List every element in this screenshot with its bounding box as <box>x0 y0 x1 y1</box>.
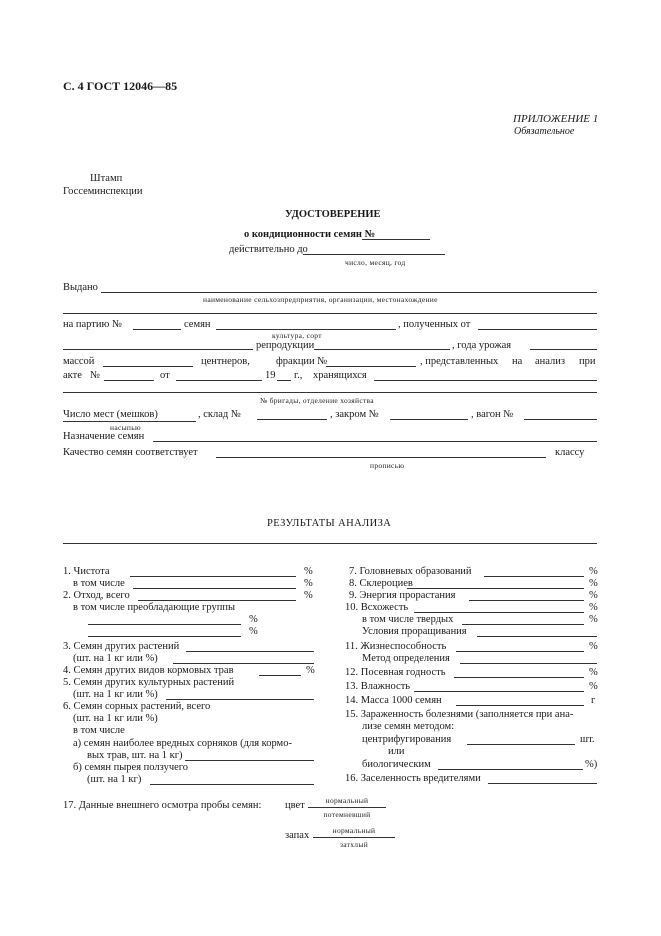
fraction-label: фракции № <box>276 356 328 367</box>
mass1000-label: 14. Масса 1000 семян <box>345 695 442 706</box>
per-kg-1: (шт. на 1 кг или %) <box>73 653 158 664</box>
valid-until-line <box>303 254 445 255</box>
incl1-line <box>133 588 296 589</box>
or-word: или <box>388 746 405 757</box>
bin-label: , закром № <box>330 409 379 420</box>
moisture-line <box>414 691 584 692</box>
centners-label: центнеров, <box>201 356 250 367</box>
purity-label: 1. Чистота <box>63 566 110 577</box>
head-unit: % <box>589 566 598 577</box>
other-plants-line <box>186 651 314 652</box>
infection-b: лизе семян методом: <box>362 721 455 732</box>
head-line <box>484 576 584 577</box>
method-line <box>460 663 597 664</box>
harmful-b: вых трав, шт. на 1 кг) <box>87 750 183 761</box>
reproduction-label: репродукции <box>256 340 315 351</box>
quality-caption: прописью <box>370 461 405 470</box>
waste-group-line-1 <box>88 624 241 625</box>
waste-line <box>138 600 296 601</box>
received-from-label: , полученных от <box>398 319 471 330</box>
appendix-title: ПРИЛОЖЕНИЕ 1 <box>513 113 599 125</box>
cultural-label: 5. Семян других культурных растений <box>63 677 235 688</box>
purity-line <box>130 576 296 577</box>
mass-line <box>103 366 193 367</box>
waste-label: 2. Отход, всего <box>63 590 130 601</box>
infection-a: 15. Зараженность болезнями (заполняется при ана- <box>345 709 574 720</box>
method-label: Метод определения <box>362 653 450 664</box>
smell-fraction-line <box>313 837 395 838</box>
reproduction-line <box>63 349 253 350</box>
issued-caption: наименование сельхозпредприятия, организации, местонахождение <box>203 295 438 304</box>
warehouse-line <box>257 419 327 420</box>
blank-line-1 <box>63 313 597 314</box>
results-line <box>63 543 597 544</box>
doc-subtitle: о кондиционности семян № <box>244 229 376 240</box>
class-word: классу <box>555 447 585 458</box>
germination-line <box>414 612 584 613</box>
act-from: от <box>160 370 170 381</box>
stored-label: хранящихся <box>313 370 367 381</box>
valid-caption: число, месяц, год <box>345 258 406 267</box>
sclerotia-label: 8. Склероциев <box>349 578 413 589</box>
biological-label: биологическим <box>362 759 431 770</box>
color-normal: нормальный <box>325 796 369 805</box>
per-kg-3: (шт. на 1 кг или %) <box>73 713 158 724</box>
at-word: при <box>579 356 596 367</box>
stored-line <box>374 380 597 381</box>
head-label: 7. Головневых образований <box>349 566 472 577</box>
issued-line <box>101 292 597 293</box>
sowing-line <box>454 677 584 678</box>
viability-line <box>456 651 584 652</box>
sclerotia-line <box>407 588 584 589</box>
energy-line <box>469 600 584 601</box>
fodder-label: 4. Семян других видов кормовых трав <box>63 665 234 676</box>
doc-title: УДОСТОВЕРЕНИЕ <box>285 209 381 220</box>
pests-line <box>488 783 597 784</box>
fodder-line <box>259 675 301 676</box>
analysis-word: анализ <box>535 356 566 367</box>
lot-label: на партию № <box>63 319 122 330</box>
harmful-a: а) семян наиболее вредных сорняков (для кормо- <box>73 738 292 749</box>
lot-line <box>133 329 181 330</box>
mass-label: массой <box>63 356 95 367</box>
external-label: 17. Данные внешнего осмотра пробы семян: <box>63 800 262 811</box>
conditions-label: Условия проращивания <box>362 626 467 637</box>
cultural-line <box>166 699 314 700</box>
moisture-unit: % <box>589 681 598 692</box>
quality-line <box>216 457 546 458</box>
places-caption: насыпью <box>110 423 141 432</box>
crop-line <box>216 329 396 330</box>
brigade-caption: № бригады, отделение хозяйства <box>260 396 374 405</box>
harvest-year-line <box>530 349 597 350</box>
mass1000-unit: г <box>591 695 596 706</box>
act-no-line <box>104 380 154 381</box>
waste-groups-label: в том числе преобладающие группы <box>73 602 235 613</box>
creeping-b: (шт. на 1 кг) <box>87 774 142 785</box>
sowing-label: 12. Посевная годность <box>345 667 446 678</box>
incl2-label: в том числе <box>73 725 125 736</box>
stamp-line2: Госсеминспекции <box>63 186 143 197</box>
pests-label: 16. Заселенность вредителями <box>345 773 481 784</box>
smell-normal: нормальный <box>332 826 376 835</box>
fodder-unit: % <box>306 665 315 676</box>
viability-label: 11. Жизнеспособность <box>345 641 447 652</box>
year-prefix: 19 <box>265 370 276 381</box>
centrifuge-unit: шт. <box>580 734 595 745</box>
germination-unit: % <box>589 602 598 613</box>
waste-unit: % <box>304 590 313 601</box>
incl1-unit: % <box>304 578 313 589</box>
fraction-line <box>326 366 416 367</box>
reproduction-value-line <box>314 349 450 350</box>
other-plants-label: 3. Семян других растений <box>63 641 180 652</box>
hard-label: в том числе твердых <box>362 614 454 625</box>
results-title: РЕЗУЛЬТАТЫ АНАЛИЗА <box>267 518 392 529</box>
brigade-line <box>63 392 597 393</box>
sclerotia-unit: % <box>589 578 598 589</box>
smell-label: запах <box>285 830 310 841</box>
weeds-label: 6. Семян сорных растений, всего <box>63 701 211 712</box>
creeping-line <box>150 784 314 785</box>
bin-line <box>390 419 468 420</box>
hard-line <box>462 624 584 625</box>
received-from-line <box>478 329 597 330</box>
moisture-label: 13. Влажность <box>345 681 411 692</box>
purity-unit: % <box>304 566 313 577</box>
viability-unit: % <box>589 641 598 652</box>
waste-group-unit-2: % <box>249 626 258 637</box>
seeds-label: семян <box>184 319 211 330</box>
centrifuge-label: центрифугирования <box>362 734 452 745</box>
waste-group-unit-1: % <box>249 614 258 625</box>
creeping-a: б) семян пырея ползучего <box>73 762 189 773</box>
energy-unit: % <box>589 590 598 601</box>
hard-unit: % <box>589 614 598 625</box>
sowing-unit: % <box>589 667 598 678</box>
places-label: Число мест (мешков) <box>63 409 158 420</box>
mass1000-line <box>456 705 584 706</box>
incl1-label: в том числе <box>73 578 125 589</box>
waste-group-line-2 <box>88 636 241 637</box>
issued-label: Выдано <box>63 282 98 293</box>
color-fraction-line <box>308 807 386 808</box>
harmful-line <box>185 760 314 761</box>
wagon-label: , вагон № <box>471 409 514 420</box>
harvest-year-label: , года урожая <box>452 340 512 351</box>
wagon-line <box>524 419 597 420</box>
year-suffix: г., <box>294 370 303 381</box>
centrifuge-line <box>467 744 575 745</box>
act-no: № <box>90 370 101 381</box>
color-label: цвет <box>285 800 305 811</box>
page-header: С. 4 ГОСТ 12046—85 <box>63 79 178 93</box>
warehouse-label: , склад № <box>198 409 241 420</box>
biological-line <box>438 769 583 770</box>
conditions-line <box>477 636 597 637</box>
purpose-line <box>153 441 597 442</box>
biological-unit: %) <box>585 759 598 770</box>
per-kg-2: (шт. на 1 кг или %) <box>73 689 158 700</box>
color-darkened: потемневший <box>323 810 371 819</box>
germination-label: 10. Всхожесть <box>345 602 409 613</box>
per-kg-1-line <box>173 663 314 664</box>
cert-number-line <box>362 239 430 240</box>
smell-musty: затхлый <box>339 840 369 849</box>
quality-label: Качество семян соответствует <box>63 447 198 458</box>
act-date-line <box>176 380 262 381</box>
stamp-line1: Штамп <box>90 173 123 184</box>
valid-until-label: действительно до <box>229 244 308 255</box>
presented-label: , представленных <box>420 356 499 367</box>
energy-label: 9. Энергия прорастания <box>349 590 456 601</box>
places-underline <box>63 421 196 422</box>
per-word: на <box>512 356 523 367</box>
act-label: акте <box>63 370 82 381</box>
appendix-subtitle: Обязательное <box>514 126 575 137</box>
purpose-label: Назначение семян <box>63 431 145 442</box>
year-line <box>277 380 291 381</box>
crop-caption: культура, сорт <box>272 331 322 340</box>
